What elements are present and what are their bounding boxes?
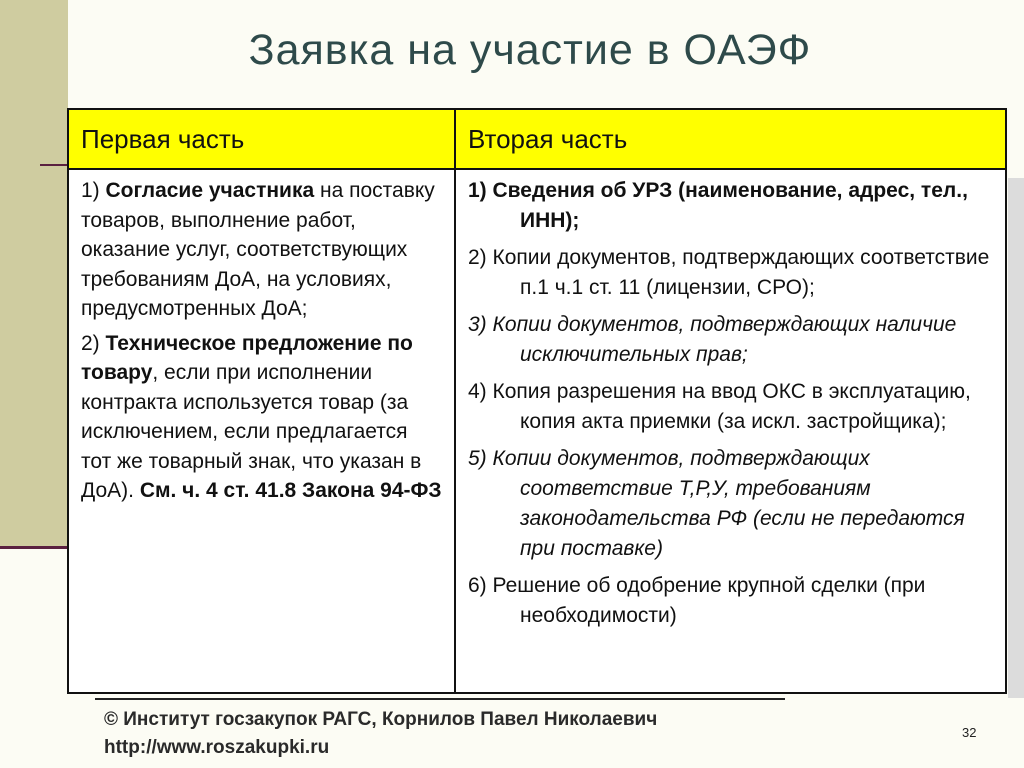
table-content-row <box>68 169 1006 693</box>
first-part-item-1: 1) Согласие участника на поставку товаров, выполнение работ, оказание услуг, соответствующих требованиям ДоА, на условиях, предусмотренных ДоА; <box>81 179 435 320</box>
header-first-part: Первая часть <box>68 109 455 169</box>
table-shadow <box>1008 178 1024 698</box>
second-part-item-5: 5) Копии документов, подтверждающих соответствие Т,Р,У, требованиям законодательства РФ (если не передаются при поставке) <box>468 447 965 560</box>
footer-divider <box>95 698 785 700</box>
page-number: 32 <box>962 725 977 740</box>
left-accent-line <box>40 164 70 166</box>
second-part-item-2: 2) Копии документов, подтверждающих соответствие п.1 ч.1 ст. 11 (лицензии, СРО); <box>468 246 990 299</box>
left-accent-line-bottom <box>0 546 68 549</box>
first-part-item-2: 2) Техническое предложение по товару, если при исполнении контракта используется товар (за исключением, если предлагается тот же товарный знак, что указан в ДоА). См. ч. 4 ст. 41.8 Закона 94-ФЗ <box>81 331 442 502</box>
first-part-cell <box>68 169 455 693</box>
application-parts-table <box>67 108 1007 694</box>
header-second-part: Вторая часть <box>455 109 1006 169</box>
slide-title: Заявка на участие в ОАЭФ <box>248 26 812 74</box>
second-part-item-3: 3) Копии документов, подтверждающих наличие исключительных прав; <box>468 313 957 366</box>
footer-url[interactable]: http://www.roszakupki.ru <box>104 737 330 758</box>
footer-copyright: © Институт госзакупок РАГС, Корнилов Павел Николаевич <box>104 709 658 730</box>
left-decorative-strip <box>0 0 68 548</box>
second-part-item-6: 6) Решение об одобрение крупной сделки (при необходимости) <box>468 574 926 627</box>
table-header-row <box>68 109 1006 169</box>
second-part-item-4: 4) Копия разрешения на ввод ОКС в эксплуатацию, копия акта приемки (за искл. застройщика); <box>468 380 971 433</box>
footer <box>104 706 657 762</box>
second-part-item-1: 1) Сведения об УРЗ (наименование, адрес, тел., ИНН); <box>468 179 968 232</box>
second-part-cell <box>455 169 1006 693</box>
